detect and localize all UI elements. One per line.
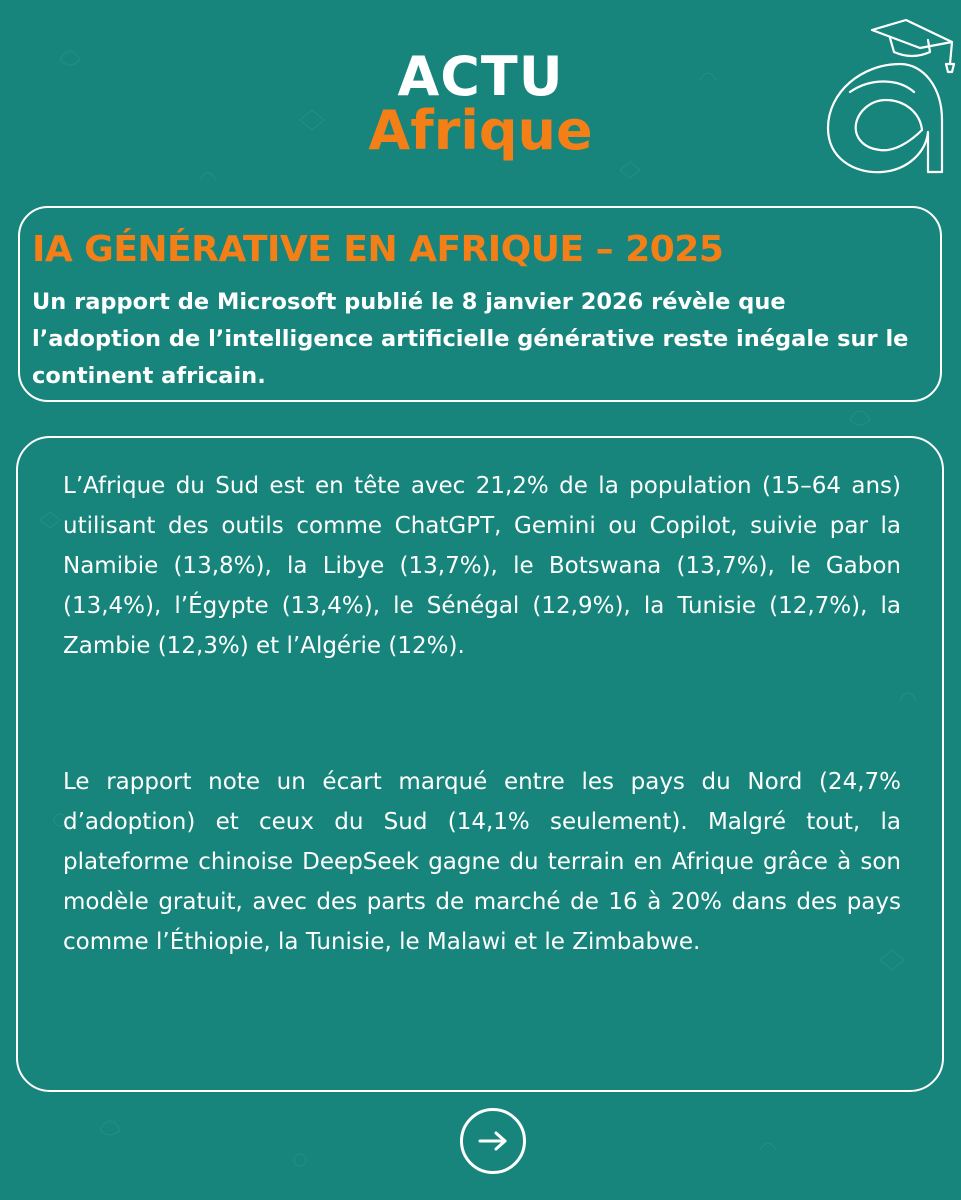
graduation-cap-letter-a-logo xyxy=(810,12,960,182)
header-title-afrique: Afrique xyxy=(368,99,593,162)
arrow-right-icon xyxy=(476,1129,510,1153)
headline-title: IA GÉNÉRATIVE EN AFRIQUE – 2025 xyxy=(32,229,724,270)
headline-lead: Un rapport de Microsoft publié le 8 janvier 2026 révèle que l’adoption de l’intelligence artificielle générative reste inégale sur le continent africain. xyxy=(32,289,909,389)
body-box xyxy=(16,436,944,1092)
header-title-actu: ACTU xyxy=(397,45,564,108)
body-paragraph-1: L’Afrique du Sud est en tête avec 21,2% de la population (15–64 ans) utilisant des outils comme ChatGPT, Gemini ou Copilot, suivie par la Namibie (13,8%), la Libye (13,7%), le Botswana (13,7%), le Gabon (13,4%), l’Égypte (13,4%), le Sénégal (12,9%), la Tunisie (12,7%), la Zambie (12,3%) et l’Algérie (12%). xyxy=(63,473,901,659)
headline-box xyxy=(18,206,942,402)
next-slide-button[interactable] xyxy=(460,1108,526,1174)
body-paragraph-2: Le rapport note un écart marqué entre les pays du Nord (24,7% d’adoption) et ceux du Sud (14,1% seulement). Malgré tout, la plateforme chinoise DeepSeek gagne du terrain en Afrique grâce à son modèle gratuit, avec des parts de marché de 16 à 20% dans des pays comme l’Éthiopie, la Tunisie, le Malawi et le Zimbabwe. xyxy=(63,769,901,955)
